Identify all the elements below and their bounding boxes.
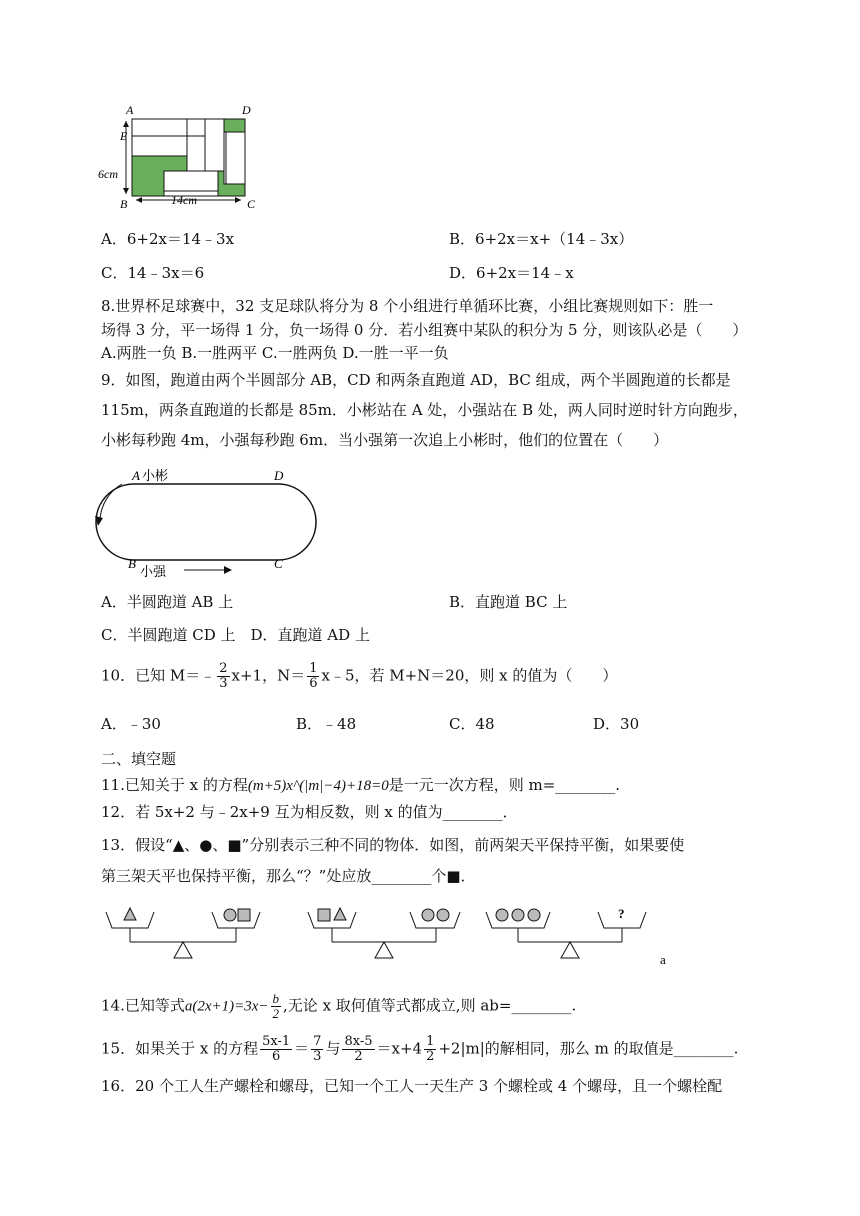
q10-fraction-2: [307, 662, 319, 691]
q10-f2-num: 1: [309, 661, 318, 676]
label-B: B: [120, 197, 128, 210]
q14-f-num: b: [272, 991, 280, 1006]
label-D: D: [242, 103, 251, 117]
q15-fraction-4: [424, 1035, 436, 1064]
track-label-xiaobin: 小彬: [142, 468, 169, 483]
q11: [101, 775, 620, 796]
q10-suffix: x﹣5，若 M+N＝20，则 x 的值为（ ）: [321, 666, 618, 685]
q9-option-cd: C．半圆跑道 CD 上 D．直跑道 AD 上: [101, 626, 370, 644]
q7-option-a: A．6+2x＝14﹣3x: [101, 230, 235, 248]
q10-f1-den: 3: [219, 676, 228, 691]
q12: 12．若 5x+2 与﹣2x+9 互为相反数，则 x 的值为________．: [101, 803, 518, 821]
section-2-title: 二、填空题: [101, 750, 177, 768]
label-6cm: 6cm: [98, 167, 118, 181]
q10-stem: [101, 662, 617, 691]
label-E: E: [120, 129, 128, 143]
running-track-figure: [92, 462, 322, 584]
q15-f3-num: 8x-5: [344, 1034, 373, 1049]
q15: [101, 1035, 738, 1064]
q10-option-c: C．48: [449, 715, 495, 733]
q15-f1-den: 6: [271, 1049, 281, 1064]
q13-line2: 第三架天平也保持平衡，那么“？”处应放________个■．: [101, 867, 476, 885]
q11-equation: (m+5)x^(|m|−4)+18=0: [247, 778, 389, 794]
q7-option-b: B．6+2x＝x+（14﹣3x）: [449, 230, 634, 248]
q8-line1: 8.世界杯足球赛中，32 支足球队将分为 8 个小组进行单循环比赛，小组比赛规则如下：胜一: [101, 297, 714, 315]
q13-line1: 13．假设“▲、●、■”分别表示三种不同的物体．如图，前两架天平保持平衡，如果要使: [101, 836, 685, 854]
q8-line2: 场得 3 分，平一场得 1 分，负一场得 0 分．若小组赛中某队的积分为 5 分，则该队必是（ ）: [101, 321, 748, 339]
q9-line2: 115m，两条直跑道的长都是 85m．小彬站在 A 处，小强站在 B 处，两人同时逆时针方向跑步，: [101, 401, 748, 419]
q16: 16．20 个工人生产螺栓和螺母，已知一个工人一天生产 3 个螺栓或 4 个螺母，且一个螺栓配: [101, 1077, 723, 1095]
label-A: A: [126, 103, 134, 117]
q10-f2-den: 6: [309, 676, 318, 691]
label-14cm: 14cm: [171, 193, 197, 207]
q15-f4-num: 1: [426, 1034, 435, 1049]
q9-option-b: B．直跑道 BC 上: [449, 593, 568, 611]
q15-eq: ＝: [294, 1039, 310, 1058]
rectangle-figure: [96, 100, 266, 210]
balance-scales-figure: [100, 900, 680, 970]
q15-f1-num: 5x-1: [262, 1034, 291, 1049]
q15-f2-num: 7: [313, 1034, 322, 1049]
q15-with: 与: [325, 1039, 341, 1058]
q14-f-den: 2: [272, 1006, 280, 1021]
label-C: C: [247, 197, 256, 210]
q11-prefix: 11.已知关于 x 的方程: [101, 776, 248, 794]
q15-fraction-2: [311, 1035, 323, 1064]
q7-option-c: C．14﹣3x＝6: [101, 264, 205, 282]
q14: [101, 992, 576, 1021]
q11-suffix: 是一元一次方程，则 m=________.: [388, 776, 621, 794]
track-label-xiaoqiang: 小强: [140, 564, 167, 579]
q10-prefix: 10．已知 M＝﹣: [101, 666, 216, 685]
question-mark: ?: [618, 906, 625, 921]
q7-option-d: D．6+2x＝14﹣x: [449, 264, 574, 282]
q15-f3-den: 2: [354, 1049, 363, 1064]
q10-option-a: A．﹣30: [101, 715, 161, 733]
q8-options: A.两胜一负 B.一胜两平 C.一胜两负 D.一胜一平一负: [101, 344, 449, 362]
figure-label-a: a: [660, 952, 666, 967]
q15-f2-den: 3: [313, 1049, 322, 1064]
q15-suffix: +2|m|的解相同，那么 m 的取值是________.: [438, 1039, 739, 1058]
q9-line3: 小彬每秒跑 4m，小强每秒跑 6m．当小强第一次追上小彬时，他们的位置在（ ）: [101, 431, 669, 449]
q15-prefix: 15．如果关于 x 的方程: [101, 1039, 259, 1058]
q10-fraction-1: [217, 662, 229, 691]
track-label-A: A: [132, 468, 140, 483]
q14-fraction: [271, 992, 282, 1021]
q15-fraction-3: [342, 1035, 374, 1064]
track-label-D: D: [274, 468, 284, 483]
q14-suffix: ,无论 x 取何值等式都成立,则 ab=________.: [283, 996, 577, 1015]
q14-prefix: 14.已知等式: [101, 996, 185, 1015]
q15-fraction-1: [260, 1035, 292, 1064]
track-label-C: C: [274, 556, 283, 571]
track-label-B: B: [128, 556, 136, 571]
q10-mid: x+1，N＝: [231, 666, 306, 685]
q15-mid: ＝x+4: [376, 1039, 423, 1058]
q10-f1-num: 2: [219, 661, 228, 676]
q10-option-b: B．﹣48: [296, 715, 357, 733]
q14-equation: a(2x+1)=3x−: [184, 998, 269, 1015]
q15-f4-den: 2: [426, 1049, 435, 1064]
q9-line1: 9．如图，跑道由两个半圆部分 AB，CD 和两条直跑道 AD，BC 组成，两个半圆跑道的长都是: [101, 371, 731, 389]
q9-option-a: A．半圆跑道 AB 上: [101, 593, 234, 611]
q10-option-d: D．30: [593, 715, 640, 733]
